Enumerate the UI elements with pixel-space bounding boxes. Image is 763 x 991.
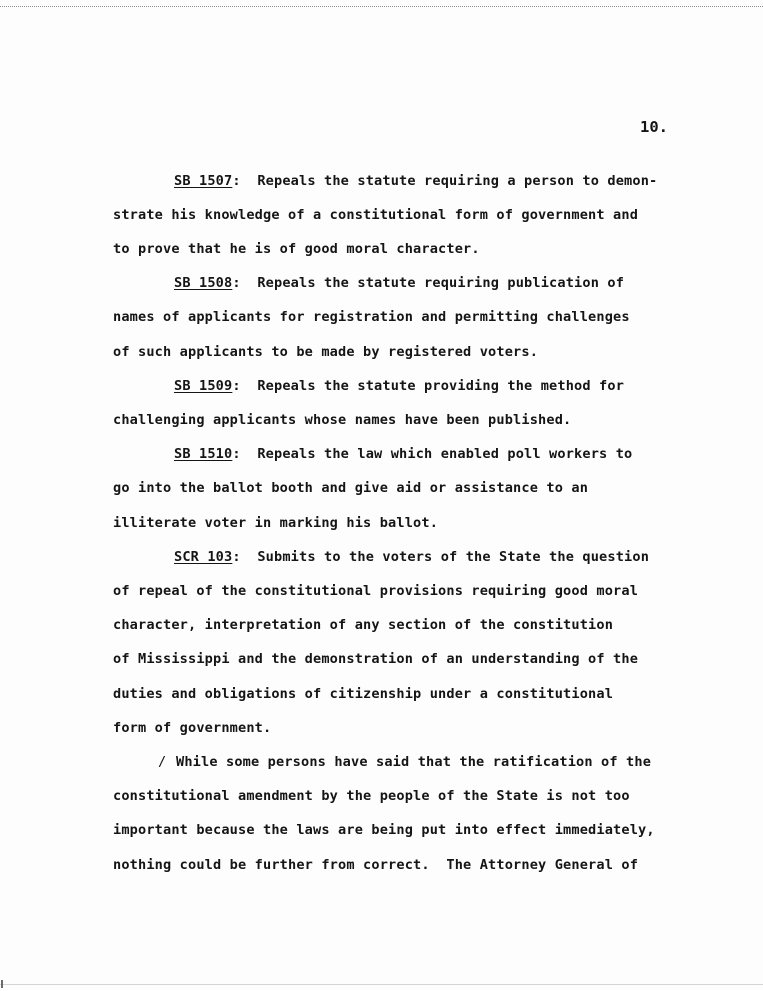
closing-paragraph-line-1 bbox=[158, 752, 651, 772]
closing-paragraph-line-2: constitutional amendment by the people of the State is not too bbox=[113, 788, 630, 804]
bill-id-sb1508: SB 1508 bbox=[174, 275, 233, 291]
closing-paragraph-line-4: nothing could be further from correct. The Attorney General of bbox=[113, 857, 639, 873]
handwritten-slash-mark: / bbox=[158, 754, 167, 770]
paragraph-sb1510-line-3: illiterate voter in marking his ballot. bbox=[113, 515, 439, 531]
paragraph-sb1507-line-2: strate his knowledge of a constitutional form of government and bbox=[113, 207, 639, 223]
paragraph-sb1509-line-1 bbox=[174, 376, 624, 396]
bill-id-sb1510: SB 1510 bbox=[174, 446, 233, 462]
paragraph-scr103-line-1 bbox=[174, 547, 649, 567]
closing-text: While some persons have said that the ratification of the bbox=[176, 754, 652, 770]
bill-id-sb1509: SB 1509 bbox=[174, 378, 233, 394]
paragraph-text: : Submits to the voters of the State the question bbox=[232, 549, 650, 565]
paragraph-text: : Repeals the statute requiring a person to demon- bbox=[232, 173, 658, 189]
scan-artifact bbox=[1, 980, 3, 988]
paragraph-sb1508-line-1 bbox=[174, 273, 624, 293]
paragraph-scr103-line-2: of repeal of the constitutional provisions requiring good moral bbox=[113, 583, 639, 599]
paragraph-scr103-line-4: of Mississippi and the demonstration of an understanding of the bbox=[113, 651, 639, 667]
paragraph-text: : Repeals the statute requiring publication of bbox=[232, 275, 625, 291]
paragraph-text: : Repeals the statute providing the method for bbox=[232, 378, 625, 394]
bill-id-scr103: SCR 103 bbox=[174, 549, 233, 565]
paragraph-sb1509-line-2: challenging applicants whose names have been published. bbox=[113, 412, 572, 428]
paragraph-sb1507-line-1 bbox=[174, 171, 657, 191]
paragraph-sb1508-line-2: names of applicants for registration and permitting challenges bbox=[113, 309, 630, 325]
paragraph-sb1507-line-3: to prove that he is of good moral character. bbox=[113, 241, 480, 257]
paragraph-sb1510-line-2: go into the ballot booth and give aid or assistance to an bbox=[113, 480, 589, 496]
closing-paragraph-line-3: important because the laws are being put into effect immediately, bbox=[113, 822, 655, 838]
paragraph-scr103-line-3: character, interpretation of any section of the constitution bbox=[113, 617, 614, 633]
page-number: 10. bbox=[640, 118, 668, 136]
bill-id-sb1507: SB 1507 bbox=[174, 173, 233, 189]
paragraph-scr103-line-6: form of government. bbox=[113, 720, 272, 736]
paragraph-scr103-line-5: duties and obligations of citizenship under a constitutional bbox=[113, 686, 614, 702]
paragraph-sb1510-line-1 bbox=[174, 444, 632, 464]
paragraph-text: : Repeals the law which enabled poll workers to bbox=[232, 446, 633, 462]
paragraph-sb1508-line-3: of such applicants to be made by registered voters. bbox=[113, 344, 539, 360]
top-scan-edge bbox=[0, 0, 763, 7]
